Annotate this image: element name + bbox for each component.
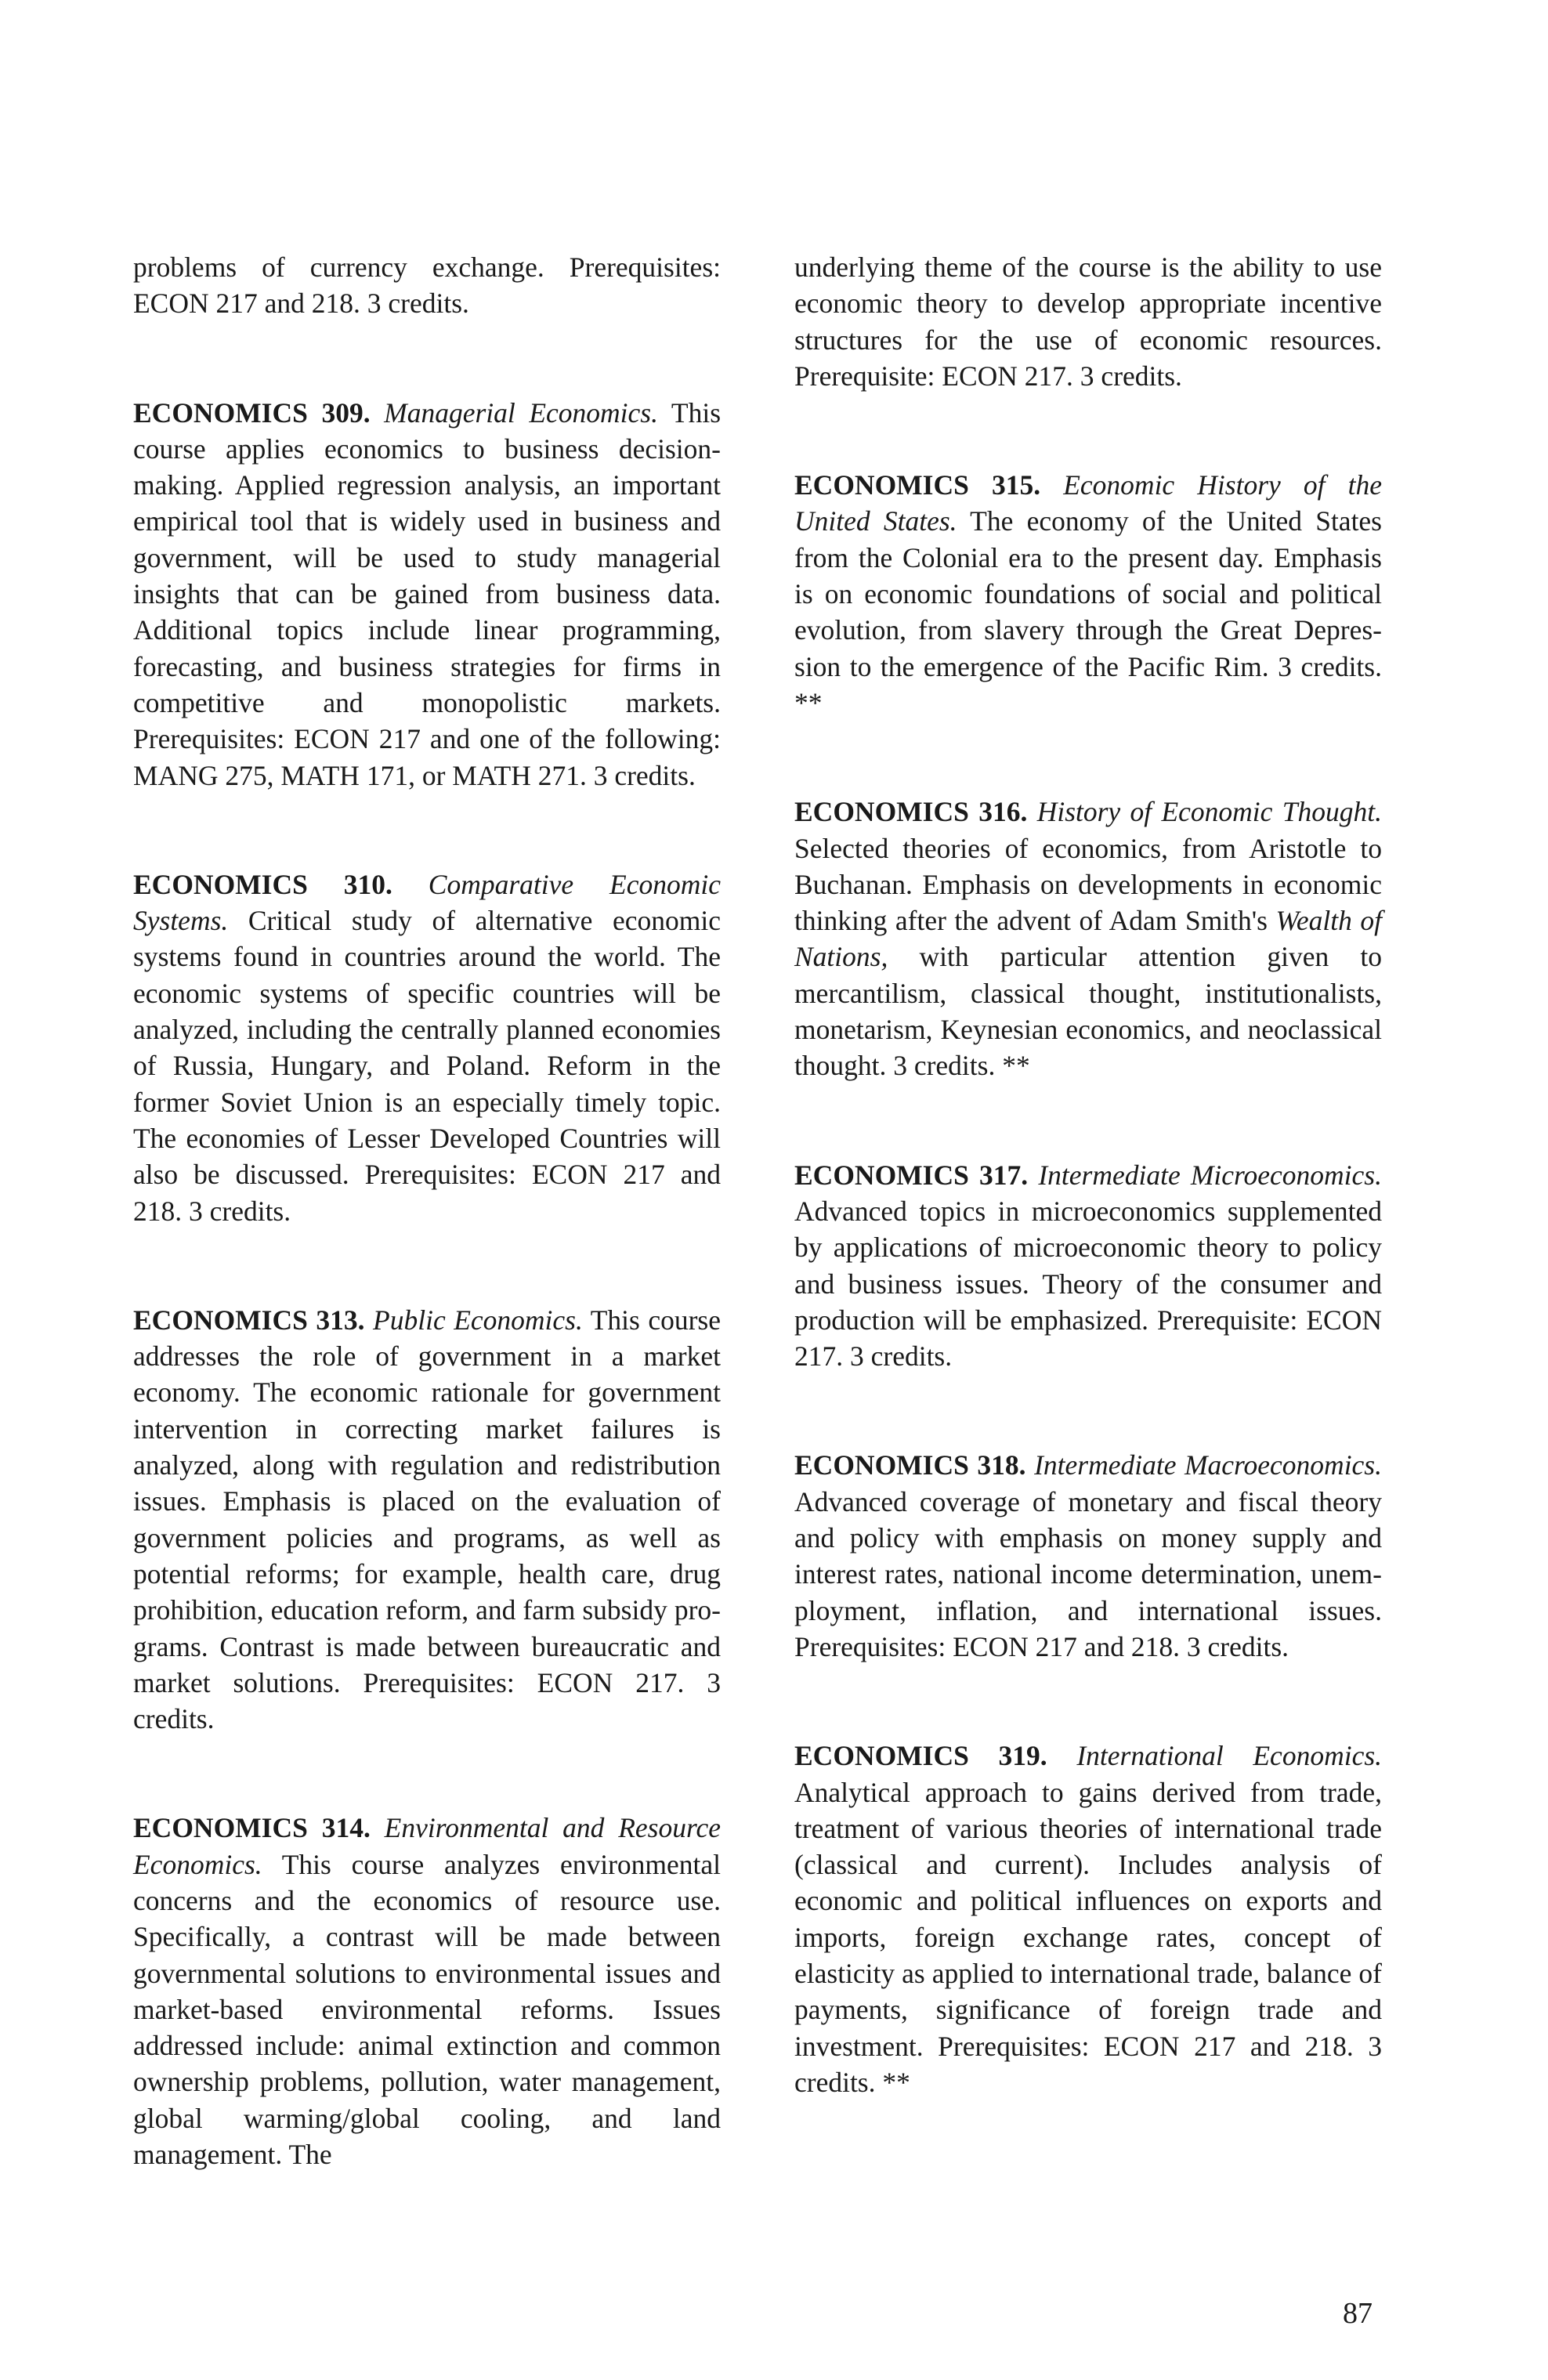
course-paragraph — [794, 1738, 1382, 2100]
course-paragraph — [133, 395, 721, 794]
continued-text: problems of currency exchange. Prerequisites: ECON 217 and 218. 3 credits. — [133, 251, 721, 320]
course-code: ECONOMICS 309. — [133, 396, 371, 429]
course-description: This course addresses the role of government in a market economy. The economic rationale for government intervention in correcting market failures is analyzed, along with regulation and redistribution issues. Emphasis is placed on the evaluation of government policies and programs, as well as potential reforms; for example, health care, drug prohibition, education reform, and farm subsidy programs. Contrast is made between bureaucratic and market solutions. Prerequisites: ECON 217. 3 credits. — [133, 1304, 722, 1735]
course-description: Critical study of alternative economic systems found in countries around the world. The economic systems of specific countries will be analyzed, including the centrally planned economies of Russia, Hungary, and Poland. Reform in the former Soviet Union is an especially timely topic. The economies of Lesser Developed Countries will also be discussed. Prerequisites: ECON 217 and 218. 3 credits. — [133, 905, 721, 1227]
course-description: Analytical approach to gains derived from trade, treatment of various theories of international trade (classical and current). Includes analysis of economic and political influences on exports and imports, foreign exchange rates, concept of elasticity as applied to international trade, balance of payments, significance of foreign trade and investment. Prerequisites: ECON 217 and 218. 3 credits. ** — [794, 1776, 1382, 2098]
course-econ-309 — [133, 395, 721, 794]
course-code: ECONOMICS 319. — [794, 1740, 1047, 1772]
course-title: Economic History of the United States. — [794, 469, 1382, 537]
course-title: History of Economic Thought. — [1036, 796, 1382, 828]
course-description: Advanced coverage of monetary and fiscal theory and policy with emphasis on money supply and interest rates, national income determination, unemployment, inflation, and international issues. Prerequisites: ECON 217 and 218. 3 credits. — [794, 1485, 1382, 1662]
course-paragraph — [133, 866, 721, 1229]
course-code: ECONOMICS 310. — [133, 868, 392, 900]
course-econ-317 — [794, 1157, 1382, 1375]
course-code: ECONOMICS 314. — [133, 1812, 371, 1844]
right-column — [794, 249, 1382, 2173]
left-column — [133, 249, 721, 2245]
course-title: Intermediate Microeconomics. — [1038, 1159, 1382, 1191]
course-paragraph — [794, 1157, 1382, 1375]
course-econ-316 — [794, 794, 1382, 1083]
course-econ-313 — [133, 1302, 721, 1738]
course-code: ECONOMICS 316. — [794, 796, 1028, 828]
cited-work-title: Wealth of Nations, — [794, 905, 1382, 973]
course-title: Comparative Economic Systems. — [133, 868, 721, 937]
page-number: 87 — [1343, 2297, 1373, 2330]
continued-text: underlying theme of the course is the ability to use economic theory to develop appropriate incentive structures for the use of economic resources. Prerequisite: ECON 217. 3 credits. — [794, 251, 1382, 392]
course-title: International Economics. — [1076, 1740, 1383, 1772]
continued-paragraph — [133, 249, 721, 322]
course-paragraph — [794, 794, 1382, 1083]
course-description: This course applies economics to business decision-making. Applied regression analysis, an important empirical tool that is widely used in business and government, will be used to study managerial insights that can be gained from business data. Additional topics include linear programming, forecasting, and business strategies for firms in competitive and monopolistic markets. Prerequisites: ECON 217 and one of the following: MANG 275, MATH 171, or MATH 271. 3 credits. — [133, 396, 722, 791]
course-econ-318 — [794, 1447, 1382, 1665]
course-econ-310 — [133, 866, 721, 1229]
course-title: Public Economics. — [373, 1304, 583, 1336]
course-title: Managerial Economics. — [384, 396, 658, 429]
course-title: Intermediate Macroeconomics. — [1034, 1449, 1383, 1481]
course-econ-319 — [794, 1738, 1382, 2100]
course-title: Environmental and Resource Economics. — [133, 1812, 721, 1880]
course-description: Advanced topics in microeconomics supplemented by applications of microeconomic theory to policy and business issues. Theory of the consumer and production will be emphasized. Prerequisite: ECON 217. 3 credits. — [794, 1195, 1382, 1373]
course-code: ECONOMICS 313. — [133, 1304, 365, 1336]
course-econ-314 — [133, 1810, 721, 2172]
course-paragraph — [133, 1810, 721, 2172]
course-code: ECONOMICS 318. — [794, 1449, 1026, 1481]
course-code: ECONOMICS 317. — [794, 1159, 1029, 1191]
course-econ-315 — [794, 467, 1382, 721]
course-paragraph — [794, 1447, 1382, 1665]
course-description: This course analyzes environmental concerns and the economics of resource use. Specifically, a contrast will be made between governmental solutions to environmental issues and market-based environmental reforms. Issues addressed include: animal extinction and common ownership problems, pollution, water management, global warming/global cooling, and land management. The — [133, 1848, 721, 2171]
continued-paragraph — [794, 249, 1382, 394]
course-description: The economy of the United States from the Colonial era to the present day. Emphasis is on economic foundations of social and political evolution, from slavery through the Great Depression to the emergence of the Pacific Rim. 3 credits. ** — [794, 505, 1383, 718]
course-description-continued: with particular attention given to mercantilism, classical thought, institutionalists, monetarism, Keynesian economics, and neoclassical thought. 3 credits. ** — [794, 941, 1382, 1082]
course-paragraph — [794, 467, 1382, 721]
course-description: Selected theories of economics, from Aristotle to Buchanan. Emphasis on developments in economic thinking after the advent of Adam Smith's — [794, 832, 1382, 937]
course-paragraph — [133, 1302, 721, 1738]
course-code: ECONOMICS 315. — [794, 469, 1041, 501]
